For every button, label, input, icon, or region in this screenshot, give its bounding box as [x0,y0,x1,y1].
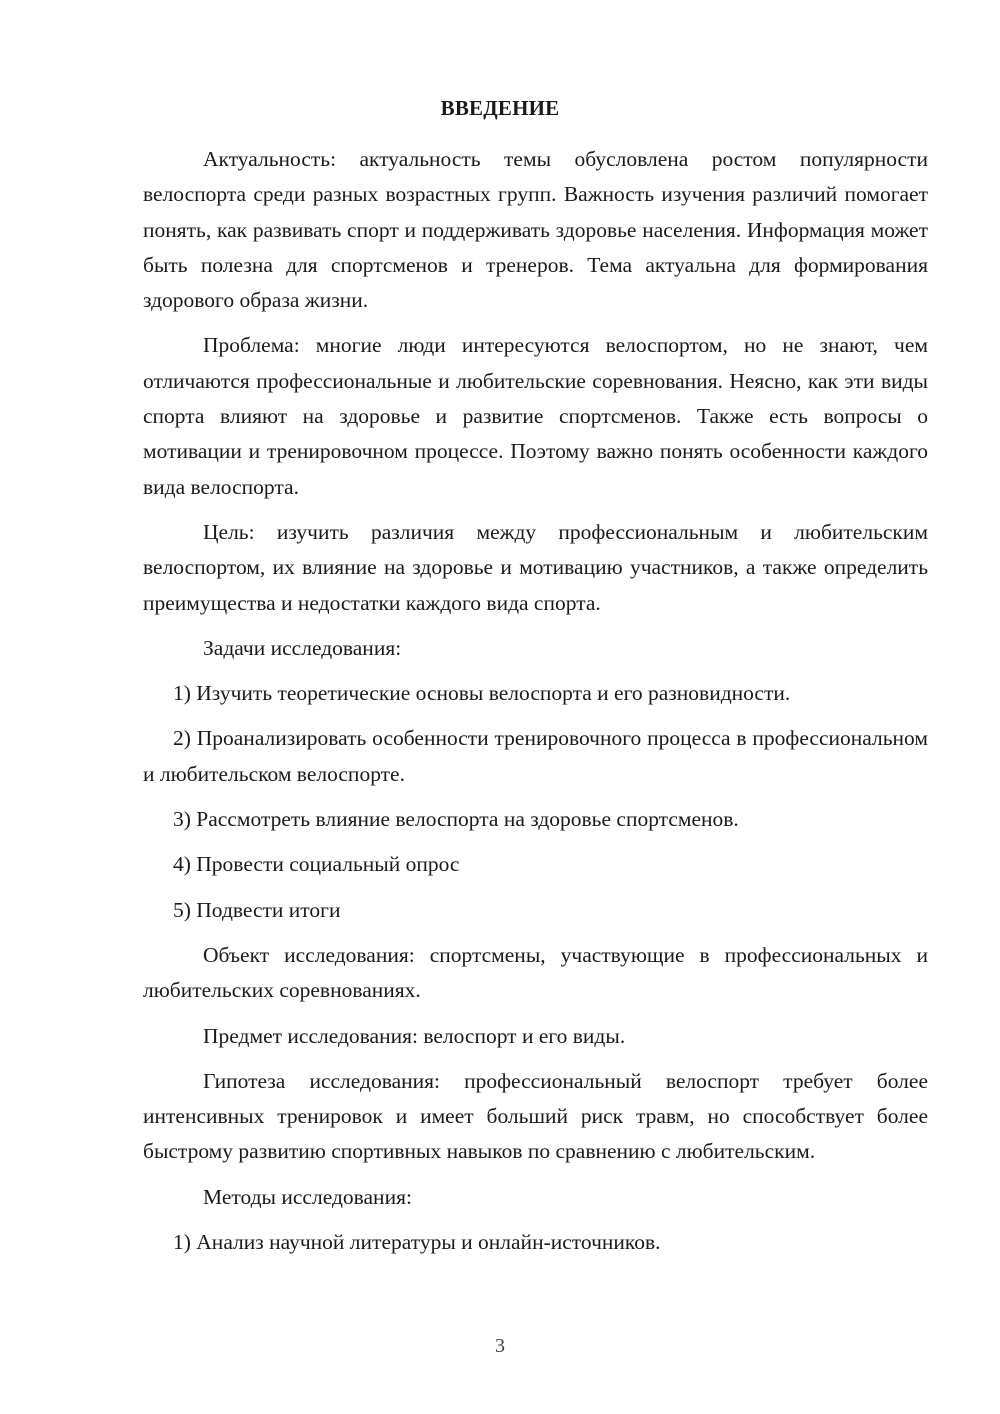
paragraph-subject: Предмет исследования: велоспорт и его виды. [203,1023,626,1048]
section-title: ВВЕДЕНИЕ [440,96,560,120]
document-body [143,142,928,1270]
paragraph-problem: Проблема: многие люди интересуются велоспортом, но не знают, чем отличаются профессиональные и любительские соревнования. Неясно, как эти виды спорта влияют на здоровье и развитие спортсменов. Также есть вопросы о мотивации и тренировочном процессе. Поэтому важно понять особенности каждого вида велоспорта. [143,333,928,499]
list-item-task-5: 5) Подвести итоги [173,897,341,922]
paragraph-methods-heading: Методы исследования: [203,1184,412,1209]
list-item-task-1: 1) Изучить теоретические основы велоспорта и его разновидности. [173,681,791,706]
paragraph-relevance: Актуальность: актуальность темы обусловлена ростом популярности велоспорта среди разных возрастных групп. Важность изучения различий помогает понять, как развивать спорт и поддерживать здоровье населения. Информация может быть полезна для спортсменов и тренеров. Тема актуальна для формирования здорового образа жизни. [143,147,928,313]
list-item-task-3: 3) Рассмотреть влияние велоспорта на здоровье спортсменов. [173,807,739,832]
paragraph-tasks-heading: Задачи исследования: [203,635,402,660]
paragraph-object: Объект исследования: спортсмены, участвующие в профессиональных и любительских соревнованиях. [143,942,928,1003]
list-item-task-2: 2) Проанализировать особенности тренировочного процесса в профессиональном и любительском велоспорте. [143,726,928,786]
paragraph-hypothesis: Гипотеза исследования: профессиональный велоспорт требует более интенсивных тренировок и имеет больший риск травм, но способствует более быстрому развитию спортивных навыков по сравнению с любительским. [143,1068,928,1164]
page-number: 3 [495,1335,505,1357]
list-item-task-4: 4) Провести социальный опрос [173,852,460,877]
list-item-method-1: 1) Анализ научной литературы и онлайн-источников. [173,1230,661,1255]
paragraph-goal: Цель: изучить различия между профессиональным и любительским велоспортом, их влияние на здоровье и мотивацию участников, а также определить преимущества и недостатки каждого вида спорта. [143,519,928,615]
